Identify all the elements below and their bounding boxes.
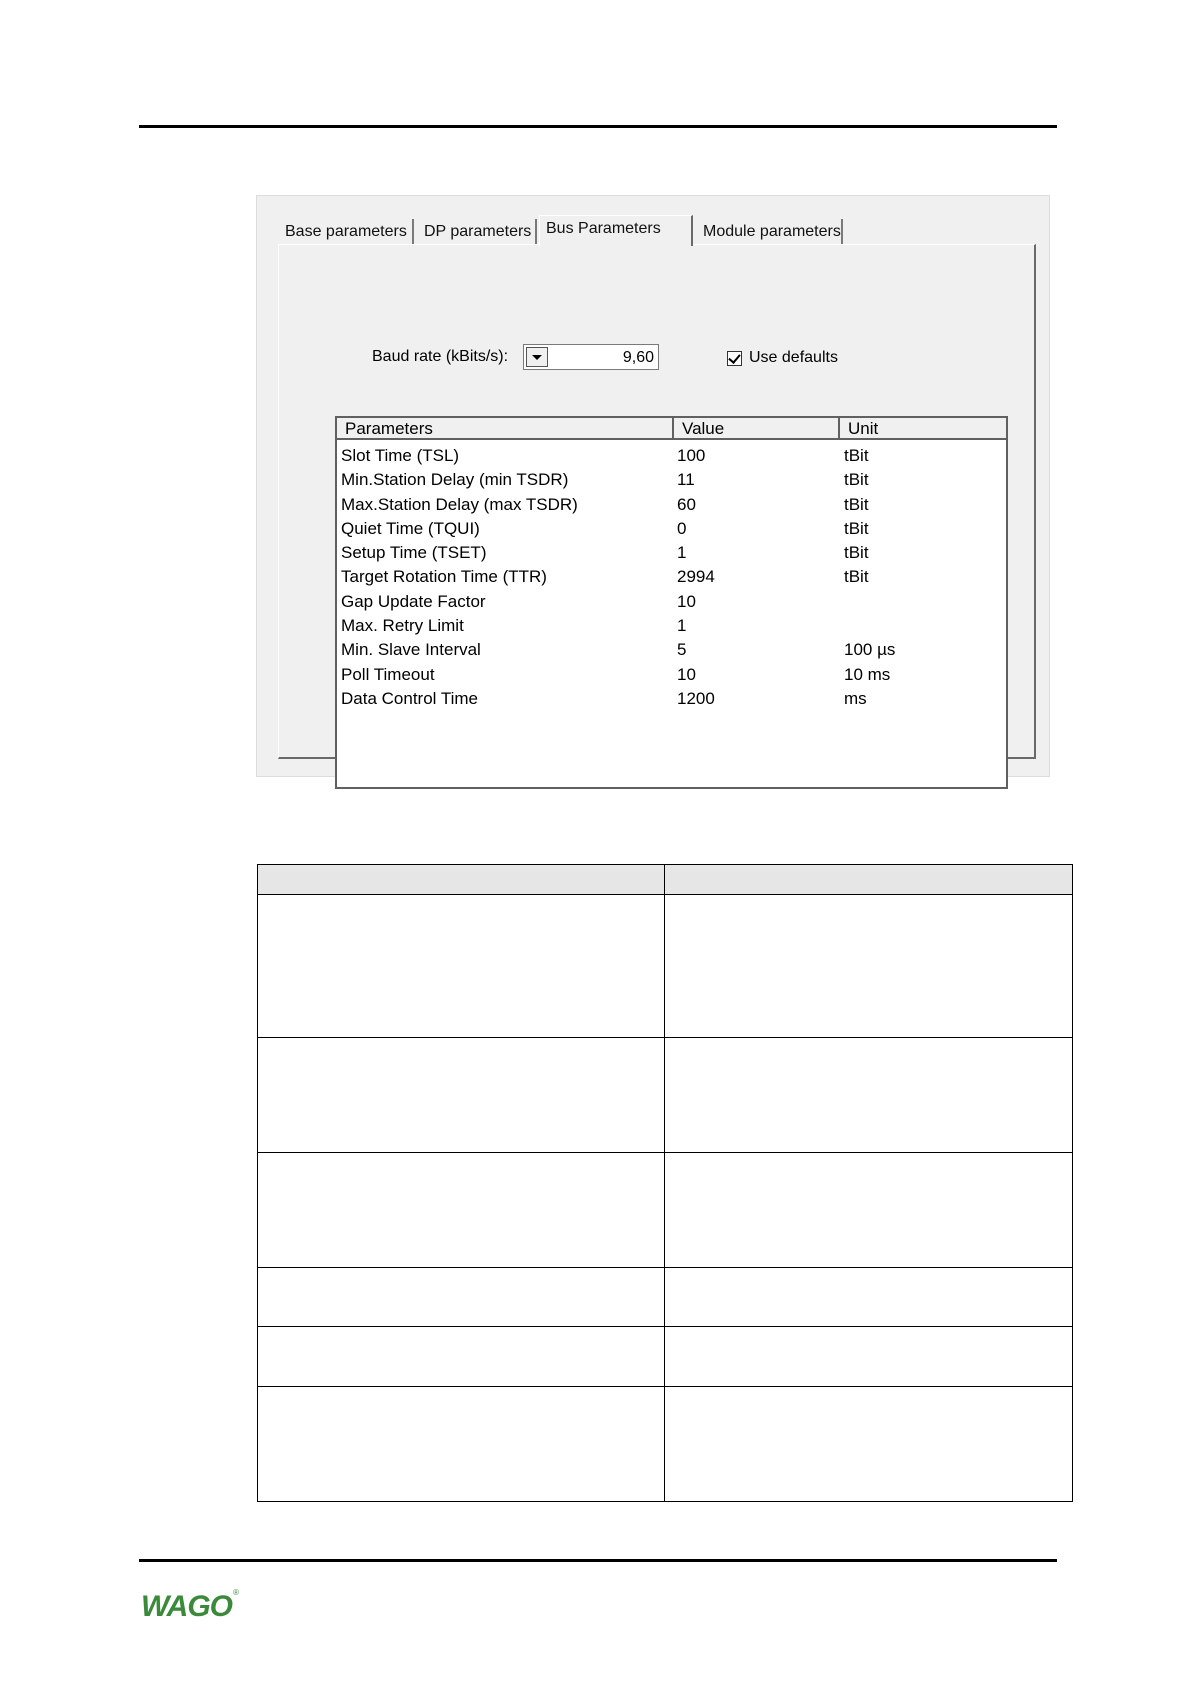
table-cell [258, 1327, 665, 1387]
table-cell [258, 1153, 665, 1268]
list-item[interactable] [337, 493, 1006, 517]
table-cell [258, 1387, 665, 1502]
bus-parameters-dialog [256, 195, 1050, 777]
baud-rate-dropdown-button[interactable] [526, 347, 548, 367]
use-defaults-label[interactable]: Use defaults [749, 349, 838, 366]
tab-module-parameters[interactable]: Module parameters [697, 219, 843, 245]
parameter-value: 5 [677, 640, 687, 660]
table-cell [665, 1268, 1073, 1327]
baud-rate-combobox[interactable] [523, 344, 659, 370]
list-item[interactable] [337, 687, 1006, 711]
parameter-name: Slot Time (TSL) [341, 446, 460, 465]
parameter-name: Setup Time (TSET) [341, 543, 487, 563]
parameter-name: Gap Update Factor [341, 591, 486, 611]
table-cell [665, 1038, 1073, 1153]
tab-bus-parameters[interactable]: Bus Parameters [539, 215, 693, 246]
registered-mark-icon: ® [233, 1588, 239, 1597]
parameter-unit: ms [844, 688, 867, 708]
table-cell [665, 895, 1073, 1038]
parameter-value: 10 [677, 591, 696, 611]
baud-rate-value: 9,60 [622, 349, 654, 366]
wago-logo [141, 1583, 241, 1623]
list-item[interactable] [337, 541, 1006, 565]
parameter-name: Min.Station Delay (min TSDR) [341, 470, 569, 490]
table-cell [258, 1268, 665, 1327]
list-item[interactable] [337, 638, 1006, 662]
list-header [337, 418, 1006, 440]
parameters-list[interactable] [335, 416, 1008, 789]
parameter-value: 60 [677, 494, 696, 514]
table-cell [665, 1327, 1073, 1387]
parameter-value: 1 [677, 616, 687, 636]
tab-panel [278, 244, 1036, 759]
parameter-name: Max.Station Delay (max TSDR) [341, 494, 578, 514]
parameter-value: 11 [677, 470, 695, 490]
description-table [257, 864, 1073, 1502]
footer-rule [139, 1559, 1057, 1562]
baud-rate-label: Baud rate (kBits/s): [372, 348, 509, 365]
parameter-value: 10 [677, 664, 696, 684]
parameter-unit: tBit [844, 494, 869, 514]
tab-dp-parameters[interactable]: DP parameters [418, 219, 537, 245]
column-header-parameters[interactable]: Parameters [337, 418, 674, 438]
parameter-name: Poll Timeout [341, 664, 435, 684]
logo-text: WAGO [141, 1590, 232, 1623]
list-item[interactable] [337, 517, 1006, 541]
parameter-value: 0 [677, 518, 687, 538]
parameter-value: 2994 [677, 567, 715, 587]
parameter-name: Quiet Time (TQUI) [341, 518, 480, 538]
table-header-row [258, 865, 1073, 895]
list-item[interactable] [337, 565, 1006, 589]
list-item[interactable] [337, 663, 1006, 687]
parameter-name: Max. Retry Limit [341, 616, 464, 636]
parameter-name: Target Rotation Time (TTR) [341, 567, 547, 587]
table-row [258, 1153, 1073, 1268]
table-cell [665, 1387, 1073, 1502]
parameter-unit: tBit [844, 518, 869, 538]
table-row [258, 1387, 1073, 1502]
parameter-value: 1200 [677, 688, 715, 708]
list-item[interactable] [337, 590, 1006, 614]
table-row [258, 895, 1073, 1038]
table-cell [665, 865, 1073, 895]
parameter-value: 100 [677, 446, 706, 465]
header-rule [139, 125, 1057, 128]
tab-base-parameters[interactable]: Base parameters [279, 219, 414, 245]
parameter-value: 1 [677, 543, 687, 563]
list-rows [337, 444, 1006, 711]
list-item[interactable] [337, 614, 1006, 638]
table-cell [665, 1153, 1073, 1268]
list-item[interactable] [337, 444, 1006, 468]
parameter-unit: tBit [844, 446, 869, 465]
chevron-down-icon [532, 355, 542, 360]
table-cell [258, 895, 665, 1038]
table-row [258, 1038, 1073, 1153]
table-cell [258, 865, 665, 895]
table-cell [258, 1038, 665, 1153]
table-row [258, 1327, 1073, 1387]
column-header-unit[interactable]: Unit [848, 419, 879, 438]
parameter-name: Min. Slave Interval [341, 640, 481, 660]
parameter-unit: tBit [844, 470, 869, 490]
parameter-unit: tBit [844, 567, 869, 587]
parameter-unit: 10 ms [844, 664, 891, 684]
list-item[interactable] [337, 468, 1006, 492]
table-row [258, 1268, 1073, 1327]
parameter-unit: 100 µs [844, 640, 896, 660]
use-defaults-checkbox[interactable] [727, 351, 742, 366]
parameter-name: Data Control Time [341, 688, 478, 708]
parameter-unit: tBit [844, 543, 869, 563]
column-header-value[interactable]: Value [674, 418, 840, 438]
checkmark-icon [728, 351, 740, 364]
